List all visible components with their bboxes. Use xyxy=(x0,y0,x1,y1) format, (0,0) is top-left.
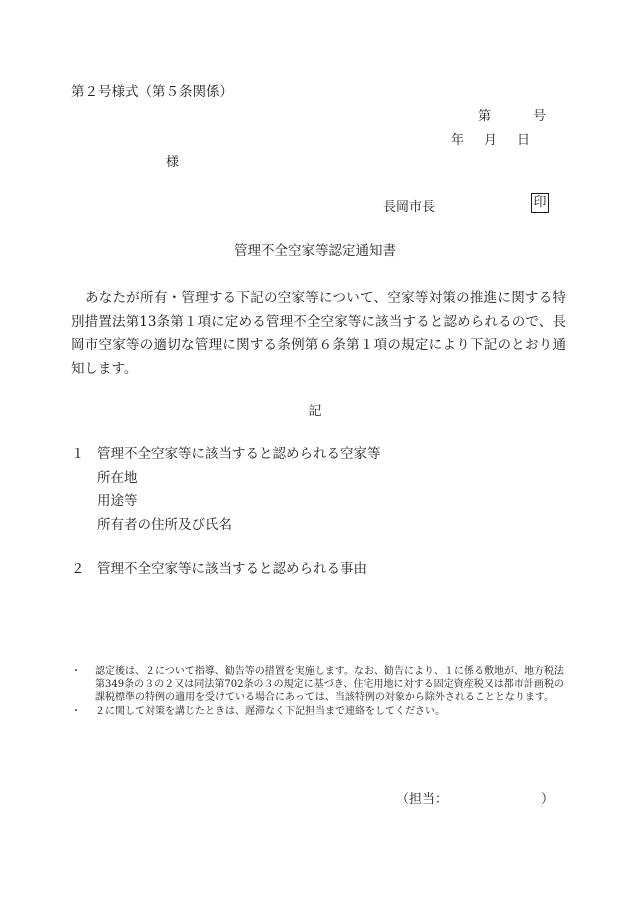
item-1-sub-location: 所在地 xyxy=(97,470,138,486)
date-year: 年 xyxy=(451,133,465,148)
note-bullet: ・ xyxy=(71,705,81,717)
document-title: 管理不全空家等認定通知書 xyxy=(234,243,396,259)
item-1-text: 管理不全空家等に該当すると認められる空家等 xyxy=(97,446,381,462)
note-text: 認定後は、２について指導、勧告等の措置を実施します。なお、勧告により、１に係る敷地が、地方税法第349条の３の２又は同法第702条の３の規定に基づき、住宅用地に対する固定資産税又は都市計画税の課税標準の特例の適用を受けている場合にあっては、当該特例の対象から除外されることとなります。 xyxy=(95,666,564,704)
document-number-prefix: 第 xyxy=(478,109,492,124)
date-month: 月 xyxy=(484,133,498,148)
notes xyxy=(71,665,564,718)
note-text: ２に関して対策を講じたときは、遅滞なく下記担当まで連絡をしてください。 xyxy=(95,705,445,717)
document-number-suffix: 号 xyxy=(533,109,547,124)
note-bullet: ・ xyxy=(71,666,81,677)
item-1-sub-usage: 用途等 xyxy=(97,493,138,509)
item-1-number: １ xyxy=(71,446,85,462)
form-number: 第２号様式（第５条関係） xyxy=(71,84,233,100)
note-item xyxy=(71,665,564,705)
body-paragraph: あなたが所有・管理する下記の空家等について、空家等対策の推進に関する特別措置法第13条第１項に定める管理不全空家等に該当すると認められるので、長岡市空家等の適切な管理に関する条例第６条第１項の規定により下記のとおり通知します。 xyxy=(71,290,566,377)
document-number xyxy=(478,105,546,124)
note-item xyxy=(71,705,564,718)
item-1-sub-owner: 所有者の住所及び氏名 xyxy=(97,517,232,533)
item-2-number: ２ xyxy=(71,561,85,577)
contact-close: ） xyxy=(540,792,554,807)
issuer-name: 長岡市長 xyxy=(383,200,436,215)
contact-label: （担当： xyxy=(396,792,449,807)
item-2-text: 管理不全空家等に該当すると認められる事由 xyxy=(97,561,367,577)
addressee: 様 xyxy=(166,155,180,170)
date-day: 日 xyxy=(517,133,531,148)
issue-date xyxy=(451,129,530,148)
seal-stamp: 印 xyxy=(531,193,549,213)
ki-heading: 記 xyxy=(308,404,322,419)
